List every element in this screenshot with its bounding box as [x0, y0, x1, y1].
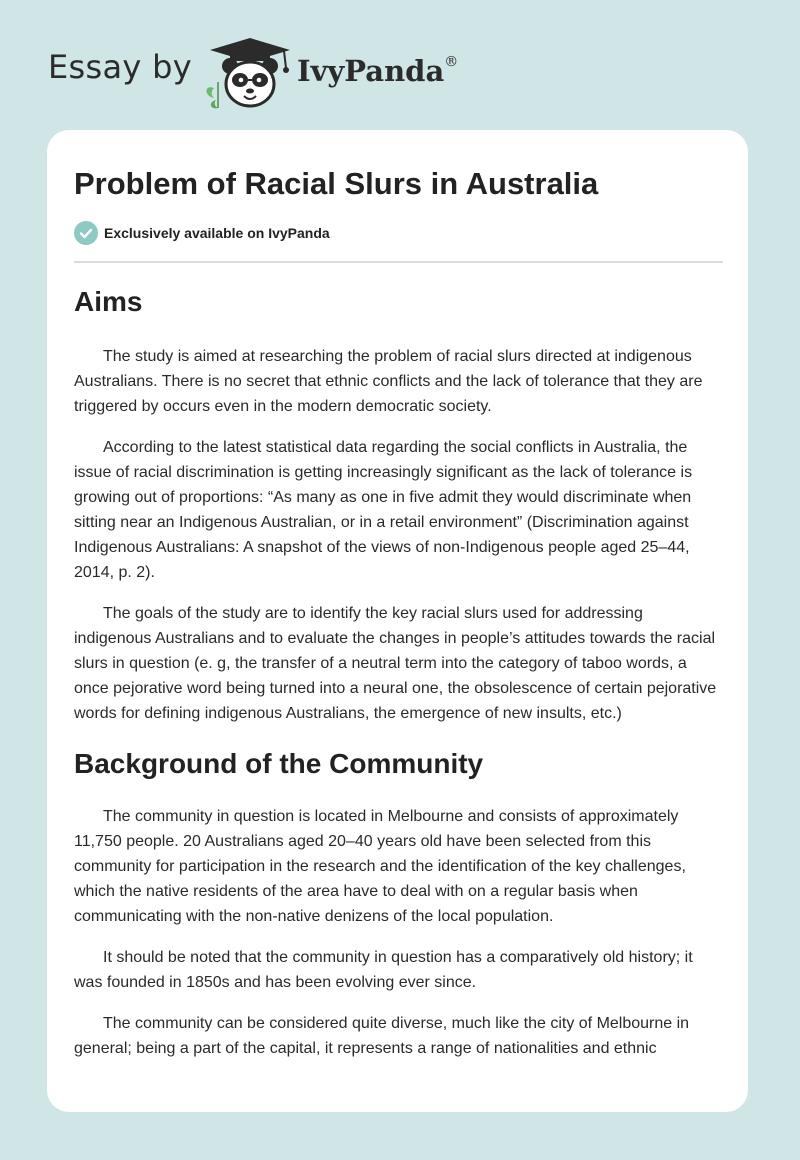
- check-circle-icon: [74, 221, 98, 245]
- panda-logo-icon[interactable]: [200, 36, 294, 110]
- registered-mark: ®: [444, 54, 459, 71]
- essay-card: [47, 130, 748, 1112]
- site-header: [0, 0, 800, 130]
- brand-label: IvyPanda: [297, 54, 445, 88]
- paragraph: The study is aimed at researching the problem of racial slurs directed at indigenous Australians. There is no secret that ethnic conflicts and the lack of tolerance that they are triggered by occurs even in the modern democratic society.: [74, 348, 703, 415]
- paragraph: The community can be considered quite diverse, much like the city of Melbourne in general; being a part of the capital, it represents a range of nationalities and ethnic: [74, 1015, 690, 1057]
- essay-body: [74, 280, 724, 1077]
- paragraph: The community in question is located in Melbourne and consists of approximately 11,750 people. 20 Australians aged 20–40 years old have been selected from this community for participation in the research and the identification of the key challenges, which the native residents of the area have to deal with on a regular basis when communicating with the non-native denizens of the local population.: [74, 808, 686, 925]
- brand-name[interactable]: [297, 54, 458, 88]
- paragraph: It should be noted that the community in question has a comparatively old history; it was founded in 1850s and has been evolving ever since.: [74, 949, 693, 991]
- essay-by-label: Essay by: [48, 48, 192, 86]
- exclusive-badge: [74, 221, 330, 245]
- exclusive-badge-label: Exclusively available on IvyPanda: [104, 225, 330, 241]
- title-divider: [74, 261, 723, 263]
- section-heading-aims: Aims: [74, 286, 143, 317]
- paragraph: According to the latest statistical data regarding the social conflicts in Australia, the issue of racial discrimination is getting increasingly significant as the lack of tolerance is growing out of proportions: “As many as one in five admit they would discriminate when sitting near an Indigenous Australian, or in a retail environment” (Discrimination against Indigenous Australians: A snapshot of the views of non-Indigenous people aged 25–44, 2014, p. 2).: [74, 439, 693, 581]
- paragraph: The goals of the study are to identify the key racial slurs used for addressing indigenous Australians and to evaluate the changes in people’s attitudes towards the racial slurs in question (e. g, the transfer of a neutral term into the category of taboo words, a once pejorative word being turned into a neural one, the obsolescence of certain pejorative words for defining indigenous Australians, the emergence of new insults, etc.): [74, 605, 717, 722]
- section-heading-background: Background of the Community: [74, 748, 484, 779]
- page-title: Problem of Racial Slurs in Australia: [74, 166, 599, 201]
